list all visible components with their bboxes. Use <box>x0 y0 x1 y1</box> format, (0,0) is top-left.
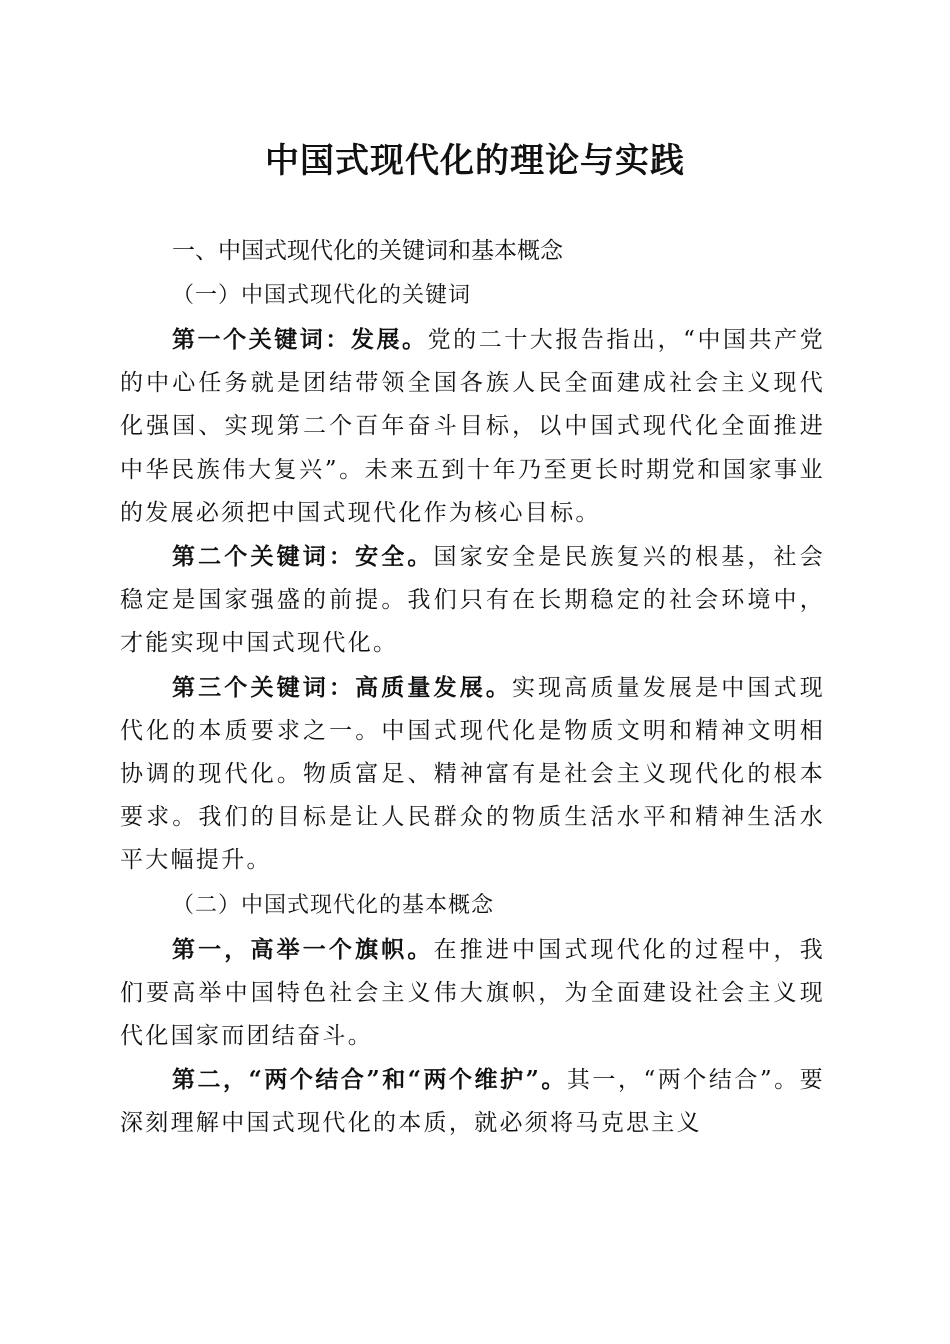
paragraph-text: 其一，“两个结合”。要深刻理解中国式现代化的本质，就必须将马克思主义 <box>120 1067 825 1137</box>
paragraph-lead: 第一，高举一个旗帜。 <box>172 935 434 963</box>
paragraph-lead: 第一个关键词：发展。 <box>172 326 428 353</box>
paragraph-concept-two-combinations <box>120 1058 825 1145</box>
subsection-heading-concepts: （二）中国式现代化的基本概念 <box>172 892 495 918</box>
paragraph-text: 党的二十大报告指出，“中国共产党的中心任务就是团结带领全国各族人民全面建成社会主义现代化强国、实现第二个百年奋斗目标，以中国式现代化全面推进中华民族伟大复兴”。未来五到十年乃至更长时期党和国家事业的发展必须把中国式现代化作为核心目标。 <box>120 327 825 526</box>
paragraph-keyword-security <box>120 535 825 666</box>
paragraph-concept-flag <box>120 928 825 1059</box>
paragraph-text: 实现高质量发展是中国式现代化的本质要求之一。中国式现代化是物质文明和精神文明相协调的现代化。物质富足、精神富有是社会主义现代化的根本要求。我们的目标是让人民群众的物质生活水平和精神生活水平大幅提升。 <box>120 674 825 874</box>
paragraph-lead: 第二个关键词：安全。 <box>172 543 434 571</box>
paragraph-keyword-development <box>120 318 825 535</box>
paragraph-lead: 第三个关键词：高质量发展。 <box>172 673 512 701</box>
paragraph-text: 国家安全是民族复兴的根基，社会稳定是国家强盛的前提。我们只有在长期稳定的社会环境中，才能实现中国式现代化。 <box>120 544 826 657</box>
paragraph-text: 在推进中国式现代化的过程中，我们要高举中国特色社会主义伟大旗帜，为全面建设社会主义现代化国家而团结奋斗。 <box>120 936 826 1050</box>
paragraph-keyword-quality-development <box>120 666 825 883</box>
document-body <box>120 230 825 1146</box>
subsection-heading-keywords: （一）中国式现代化的关键词 <box>172 283 472 308</box>
section-heading-1: 一、中国式现代化的关键词和基本概念 <box>172 238 563 264</box>
paragraph-lead: 第二，“两个结合”和“两个维护”。 <box>172 1066 567 1094</box>
document-title: 中国式现代化的理论与实践 <box>265 141 685 181</box>
